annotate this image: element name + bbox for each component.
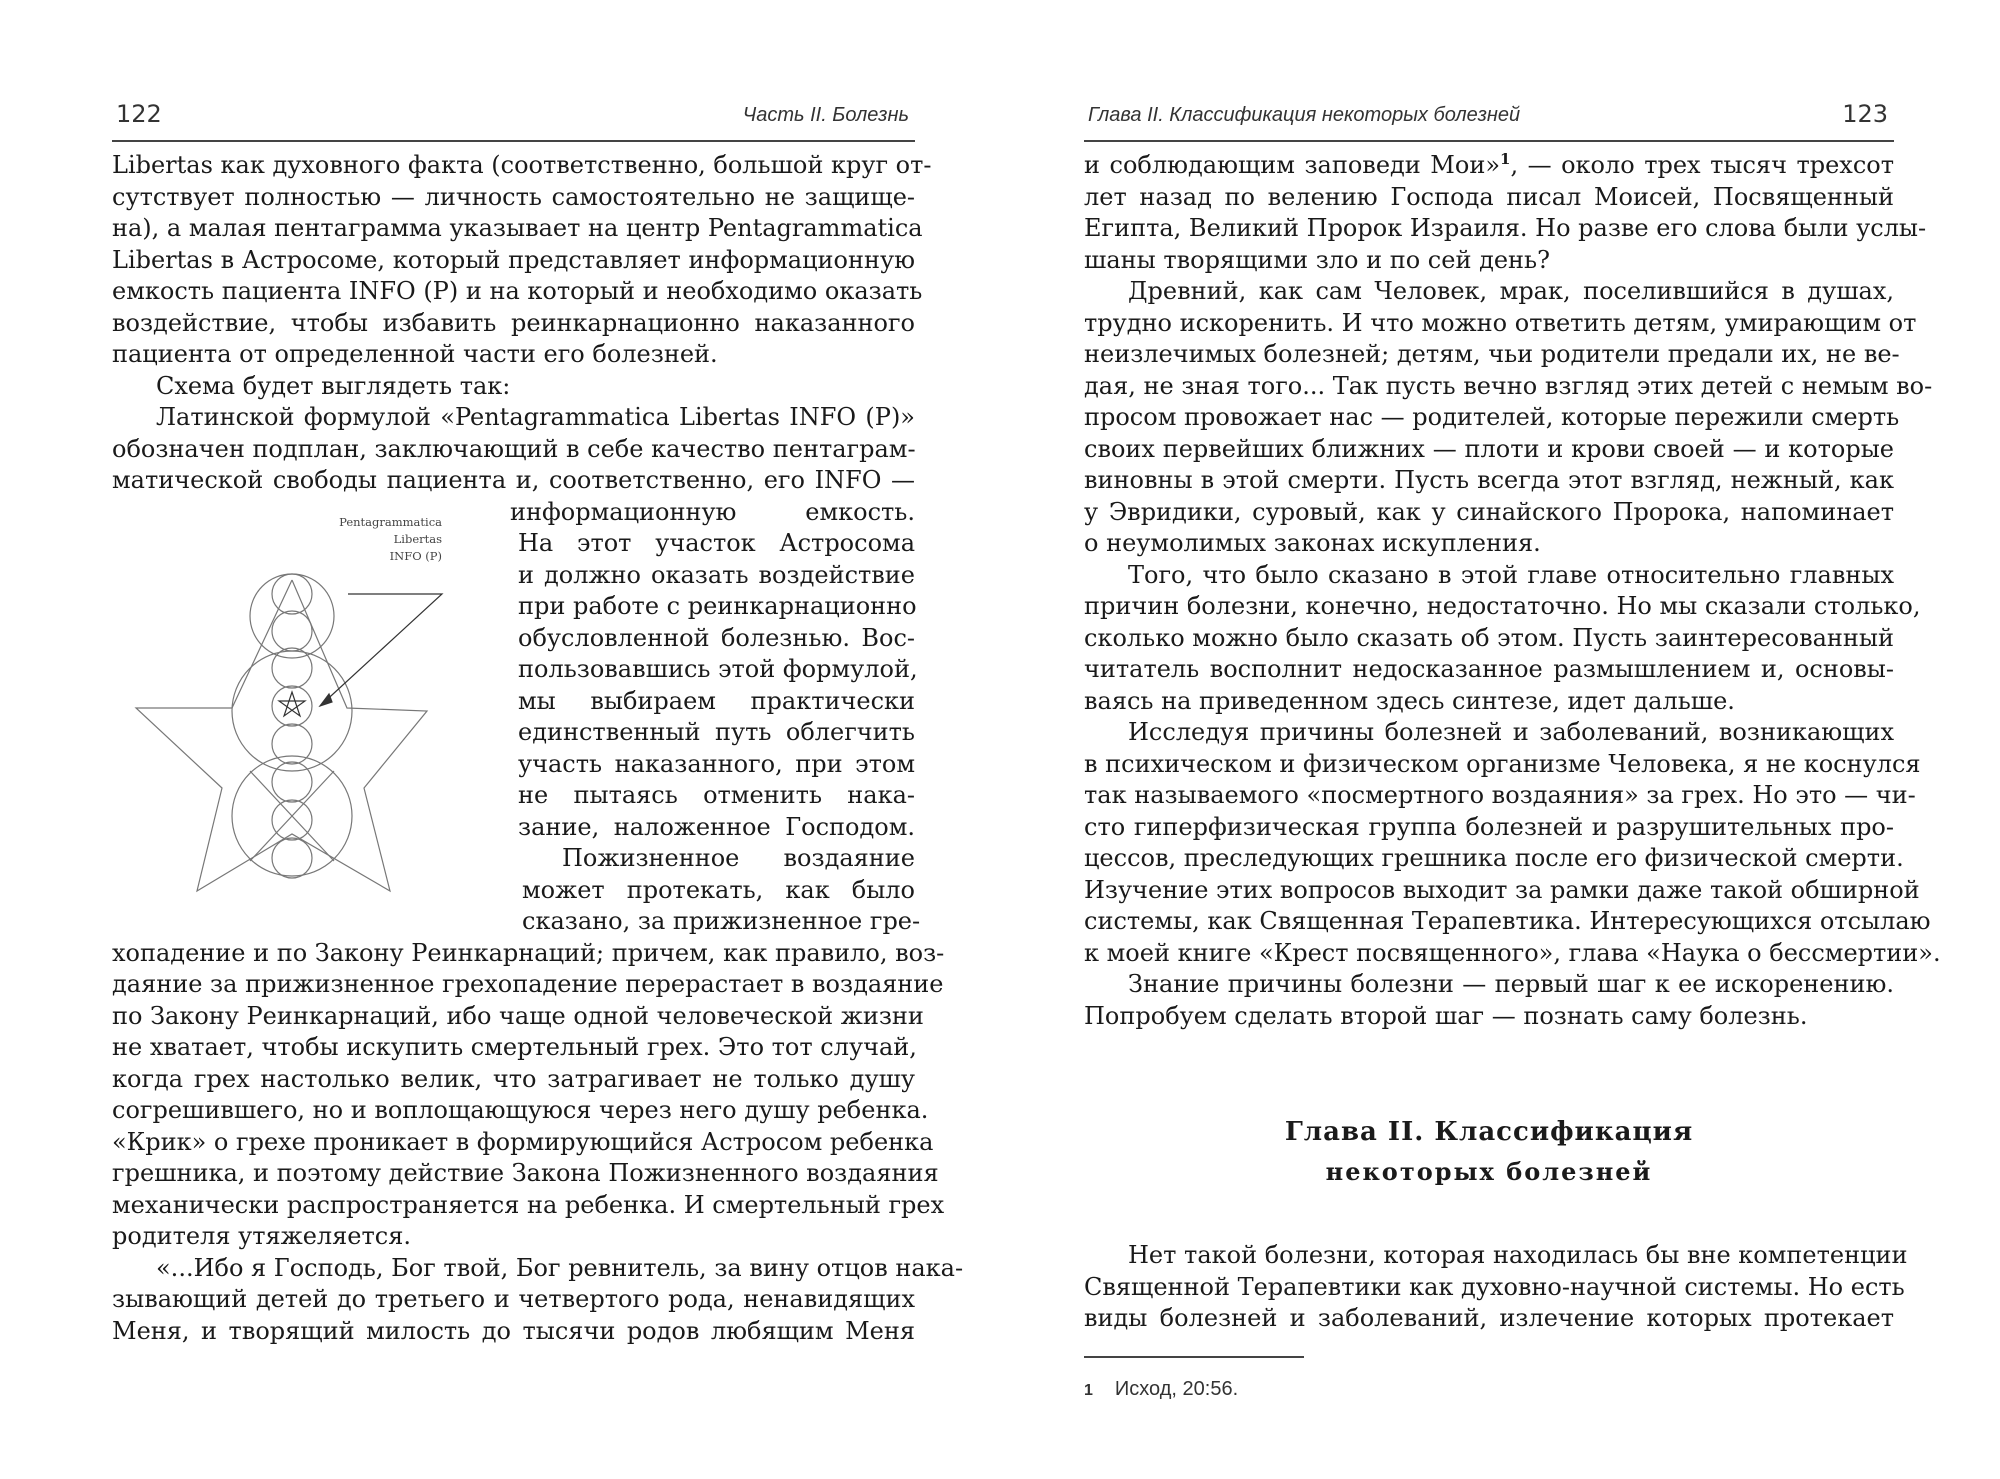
footnote — [1084, 1378, 1238, 1401]
text-line: Египта, Великий Пророк Израиля. Но разве его слова были услы- — [1084, 214, 1927, 242]
left-page-header — [112, 96, 915, 142]
text-line: при работе с реинкарнационно — [518, 592, 917, 620]
text-line: зывающий детей до третьего и четвертого рода, ненавидящих — [112, 1285, 915, 1313]
text-line: Того, что было сказано в этой главе относительно главных — [1128, 560, 1894, 589]
text-line: своих первейших ближних — плоти и крови своей — и которые — [1084, 434, 1894, 463]
right-running-head: Глава II. Классификация некоторых болезней — [1088, 104, 1521, 126]
text-line: просом провожает нас — родителей, которые пережили смерть — [1084, 403, 1900, 431]
text-line: виновны в этой смерти. Пусть всегда этот взгляд, нежный, как — [1084, 466, 1894, 494]
text-line: Латинской формулой «Pentagrammatica Libertas INFO (P)» — [156, 403, 915, 431]
text-line: и должно оказать воздействие — [518, 560, 915, 589]
text-fragment: , — около трех тысяч трехсот — [1510, 151, 1894, 179]
text-line: к моей книге «Крест посвященного», глава «Наука о бессмертии». — [1084, 938, 1941, 967]
text-line: Знание причины болезни — первый шаг к ее искоренению. — [1128, 970, 1894, 998]
text-line: дая, не зная того... Так пусть вечно взгляд этих детей с немым во- — [1084, 371, 1933, 400]
text-line: Исследуя причины болезней и заболеваний, возникающих — [1128, 718, 1894, 746]
right-page — [1000, 0, 2000, 1479]
figure-label-line3: INFO (P) — [389, 549, 442, 563]
text-line: Меня, и творящий милость до тысячи родов любящим Меня — [112, 1316, 915, 1345]
text-line: сто гиперфизическая группа болезней и разрушительных про- — [1084, 812, 1894, 841]
pentagram-lines — [136, 574, 442, 891]
text-line: матической свободы пациента и, соответственно, его INFO — — [112, 466, 915, 494]
text-line: родителя утяжеляется. — [112, 1222, 411, 1250]
text-line: информационную емкость. — [510, 497, 915, 526]
text-line: Древний, как сам Человек, мрак, поселившийся в душах, — [1128, 277, 1894, 305]
text-line: участь наказанного, при этом — [518, 749, 915, 778]
text-line: обозначен подплан, заключающий в себе качество пентаграм- — [112, 434, 916, 463]
text-fragment: и соблюдающим заповеди Мои» — [1084, 151, 1501, 179]
text-line: не пытаясь отменить нака- — [518, 781, 915, 809]
text-line: неизлечимых болезней; детям, чьи родители предали их, не ве- — [1084, 340, 1900, 368]
text-line: Libertas в Астросоме, который представляет информационную — [112, 245, 915, 274]
text-line: грешника, и поэтому действие Закона Пожизненного воздаяния — [112, 1159, 939, 1187]
pentagram-diagram-svg — [132, 516, 462, 896]
text-line: трудно искоренить. И что можно ответить детям, умирающим от — [1084, 308, 1917, 337]
figure-label-line1: Pentagrammatica — [339, 516, 442, 529]
chapter-title-line2: некоторых болезней — [1325, 1157, 1653, 1186]
text-line: лет назад по велению Господа писал Моисей, Посвященный — [1084, 182, 1894, 211]
footnote-reference[interactable]: 1 — [1500, 150, 1511, 168]
footnote-divider — [1084, 1356, 1304, 1358]
text-line: Попробуем сделать второй шаг — познать саму болезнь. — [1084, 1001, 1808, 1030]
text-line: по Закону Реинкарнаций, ибо чаще одной человеческой жизни — [112, 1001, 924, 1030]
figure-label-line2: Libertas — [393, 532, 442, 546]
text-line: хопадение и по Закону Реинкарнаций; причем, как правило, воз- — [112, 938, 945, 967]
text-line: мы выбираем практически — [518, 686, 915, 715]
text-line: в психическом и физическом организме Человека, я не коснулся — [1084, 749, 1921, 778]
text-line: у Эвридики, суровый, как у синайского Пророка, напоминает — [1084, 497, 1894, 526]
right-page-number: 123 — [1842, 100, 1888, 128]
text-line: цессов, преследующих грешника после его физической смерти. — [1084, 844, 1904, 872]
right-body-text — [1084, 150, 1941, 1032]
text-line: пациента от определенной части его болезней. — [112, 340, 718, 368]
text-line-with-footnote — [1084, 150, 1894, 182]
text-line: на), а малая пентаграмма указывает на центр Pentagrammatica — [112, 214, 923, 242]
text-line: Libertas как духовного факта (соответственно, большой круг от- — [112, 151, 932, 179]
left-page-number: 122 — [116, 100, 162, 128]
text-line: причин болезни, конечно, недостаточно. Но мы сказали столько, — [1084, 592, 1921, 620]
text-line: воздействие, чтобы избавить реинкарнационно наказанного — [112, 308, 915, 337]
text-line: может протекать, как было — [522, 875, 915, 904]
right-page-header — [1084, 96, 1894, 142]
left-running-head: Часть II. Болезнь — [742, 104, 909, 126]
chapter-title — [1084, 1112, 1894, 1192]
text-line: пользовавшись этой формулой, — [518, 655, 918, 683]
text-line: обусловленной болезнью. Вос- — [518, 623, 915, 652]
text-line: сутствует полностью — личность самостоятельно не защище- — [112, 182, 915, 211]
text-line: На этот участок Астросома — [518, 529, 915, 557]
chapter-title-line1: Глава II. Классификация — [1284, 1117, 1694, 1147]
text-line: не хватает, чтобы искупить смертельный грех. Это тот случай, — [112, 1033, 917, 1061]
chapter-opening-text — [1084, 1240, 1908, 1335]
text-line: Пожизненное воздаяние — [562, 844, 915, 872]
text-line: зание, наложенное Господом. — [518, 812, 915, 841]
text-line: так называемого «посмертного воздаяния» за грех. Но это — чи- — [1084, 781, 1916, 809]
text-line: «...Ибо я Господь, Бог твой, Бог ревнитель, за вину отцов нака- — [156, 1253, 964, 1282]
text-line: сколько можно было сказать об этом. Пусть заинтересованный — [1084, 623, 1894, 652]
text-line: о неумолимых законах искупления. — [1084, 529, 1541, 557]
pentagram-diagram — [132, 516, 462, 896]
text-line: читатель восполнит недосказанное размышлением и, основы- — [1084, 655, 1894, 683]
text-line: Схема будет выглядеть так: — [156, 371, 511, 400]
text-line: единственный путь облегчить — [518, 718, 915, 746]
footnote-number: 1 — [1084, 1382, 1093, 1399]
text-line: согрешившего, но и воплощающуюся через него душу ребенка. — [112, 1096, 929, 1124]
text-line: «Крик» о грехе проникает в формирующийся Астросом ребенка — [112, 1127, 934, 1156]
text-line: емкость пациента INFO (P) и на который и необходимо оказать — [112, 277, 923, 305]
text-line: виды болезней и заболеваний, излечение которых протекает — [1084, 1304, 1894, 1332]
text-line: Священной Терапевтики как духовно-научной системы. Но есть — [1084, 1272, 1905, 1301]
text-line: даяние за прижизненное грехопадение перерастает в воздаяние — [112, 970, 944, 998]
footnote-text: Исход, 20:56. — [1114, 1378, 1239, 1400]
text-line: механически распространяется на ребенка. И смертельный грех — [112, 1190, 945, 1219]
text-line: системы, как Священная Терапевтика. Интересующихся отсылаю — [1084, 907, 1931, 935]
text-line: Изучение этих вопросов выходит за рамки даже такой обширной — [1084, 875, 1920, 904]
text-line: когда грех настолько велик, что затрагивает не только душу — [112, 1064, 915, 1093]
text-line: сказано, за прижизненное гре- — [522, 907, 921, 935]
text-line: шаны творящими зло и по сей день? — [1084, 245, 1550, 274]
text-line: ваясь на приведенном здесь синтезе, идет дальше. — [1084, 686, 1735, 715]
text-line: Нет такой болезни, которая находилась бы вне компетенции — [1128, 1241, 1908, 1269]
